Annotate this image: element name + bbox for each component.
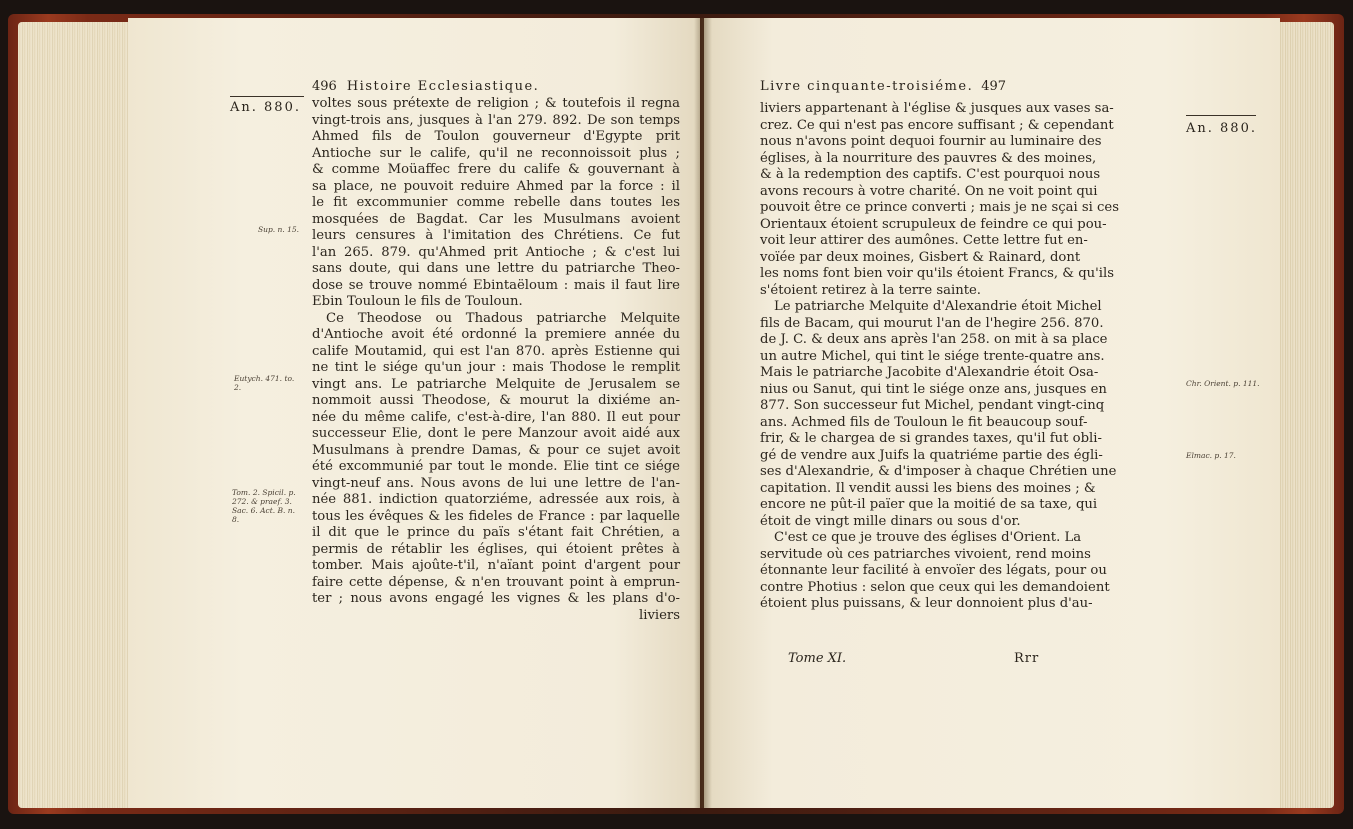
text-line: voltes sous prétexte de religion ; & toutefois il regna [312, 96, 680, 111]
text-line: contre Photius : selon que ceux qui les demandoient [760, 579, 1110, 595]
text-line: un autre Michel, qui tint le siége trente-quatre ans. [760, 348, 1105, 364]
text-line: il dit que le prince du païs s'étant fait Chrétien, a [312, 525, 680, 540]
text-line: encore ne pût-il païer que la moitié de sa taxe, qui [760, 497, 1098, 512]
text-line: nous n'avons point dequoi fournir au luminaire des [760, 134, 1102, 149]
text-line: 877. Son successeur fut Michel, pendant vingt-cinq [760, 398, 1105, 413]
left-folio: 496 [312, 79, 337, 94]
text-line: Mais le patriarche Jacobite d'Alexandrie étoit Osa- [760, 365, 1099, 380]
text-line: vingt-neuf ans. Nous avons de lui une lettre de l'an- [312, 475, 680, 491]
left-running-header [312, 79, 539, 94]
text-line: les noms font bien voir qu'ils étoient Francs, & qu'ils [760, 266, 1114, 281]
text-line: crez. Ce qui n'est pas encore suffisant ; & cependant [760, 117, 1114, 133]
text-line: sa place, ne pouvoit reduire Ahmed par la force : il [312, 178, 680, 194]
text-line: avons recours à votre charité. On ne voit point qui [760, 183, 1098, 199]
text-line: gé de vendre aux Juifs la quatriéme partie des égli- [760, 447, 1103, 463]
text-line: voïée par deux moines, Gisbert & Rainard, dont [760, 249, 1081, 265]
text-line: liviers appartenant à l'église & jusques aux vases sa- [760, 101, 1114, 116]
text-line: vingt-trois ans, jusques à l'an 279. 892. De son temps [312, 112, 680, 128]
page-edges-left [18, 22, 136, 808]
text-line: tomber. Mais ajoûte-t'il, n'aïant point d'argent pour [312, 558, 680, 573]
right-margin-date: An. 880. [1186, 121, 1257, 136]
right-margin-note: Chr. Orient. p. 111. [1186, 379, 1260, 388]
right-margin-rule [1186, 115, 1256, 116]
right-folio: 497 [981, 79, 1007, 94]
text-line: ses d'Alexandrie, & d'imposer à chaque Chrétien une [760, 464, 1117, 479]
text-line: & comme Moüaffec frere du calife & gouvernant à [312, 162, 680, 177]
text-line: le fit excommunier comme rebelle dans toutes les [312, 195, 680, 210]
text-line: mosquées de Bagdat. Car les Musulmans avoient [312, 211, 680, 227]
text-line: & à la redemption des captifs. C'est pourquoi nous [760, 167, 1101, 182]
text-line: fils de Bacam, qui mourut l'an de l'hegire 256. 870. [760, 315, 1104, 331]
text-line: C'est ce que je trouve des églises d'Orient. La [774, 530, 1082, 545]
right-footer [788, 651, 846, 666]
text-line: dose se trouve nommé Ebintaëloum : mais il faut lire [312, 277, 680, 293]
volume-label: Tome XI. [788, 651, 847, 666]
right-running-title: Livre cinquante-troisiéme. [760, 79, 974, 94]
text-line: Le patriarche Melquite d'Alexandrie étoit Michel [774, 299, 1102, 314]
text-line: été excommunié par tout le monde. Elie tint ce siége [312, 459, 680, 474]
text-line: étoient plus puissans, & leur donnoient plus d'au- [760, 596, 1093, 611]
text-line: nius ou Sanut, qui tint le siége onze ans, jusques en [760, 381, 1107, 397]
text-line: Musulmans à prendre Damas, & pour ce sujet avoit [312, 442, 680, 458]
left-margin-rule [230, 96, 304, 97]
left-margin-note: Eutych. 471. to. 2. [234, 374, 295, 392]
left-margin-note: Tom. 2. Spicil. p. 272. & praef. 3. Sac. 6. Act. B. n. 8. [232, 488, 296, 524]
text-line: faire cette dépense, & n'en trouvant point à emprun- [312, 574, 680, 590]
text-line: calife Moutamid, qui est l'an 870. après Estienne qui [312, 343, 680, 359]
text-line: d'Antioche avoit été ordonné la premiere année du [312, 327, 680, 342]
text-line: vingt ans. Le patriarche Melquite de Jerusalem se [312, 376, 680, 392]
text-line: voit leur attirer des aumônes. Cette lettre fut en- [760, 233, 1088, 248]
text-line: s'étoient retirez à la terre sainte. [760, 282, 981, 298]
left-margin-date: An. 880. [230, 100, 301, 115]
text-line: capitation. Il vendit aussi les biens des moines ; & [760, 480, 1096, 496]
signature-mark: Rrr [1014, 651, 1040, 666]
text-line: successeur Elie, dont le pere Manzour avoit aidé aux [312, 426, 680, 441]
left-body-text [312, 96, 680, 624]
text-line: née du même calife, c'est-à-dire, l'an 880. Il eut pour [312, 409, 680, 425]
text-line: tous les évêques & les fideles de France : par laquelle [312, 508, 680, 524]
text-line: permis de rétablir les églises, qui étoient prêtes à [312, 541, 680, 557]
text-line: pouvoit être ce prince converti ; mais je ne sçai si ces [760, 200, 1119, 215]
text-line: étoit de vingt mille dinars ou sous d'or. [760, 513, 1021, 529]
text-line: ne tint le siége qu'un jour : mais Thodose le remplit [312, 360, 680, 375]
left-running-title: Histoire Ecclesiastique. [346, 79, 540, 94]
book-gutter [694, 18, 712, 808]
text-line: frir, & le chargea de si grandes taxes, qu'il fut obli- [760, 431, 1102, 446]
text-line: églises, à la nourriture des pauvres & des moines, [760, 150, 1097, 166]
text-line: de J. C. & deux ans après l'an 258. on mit à sa place [760, 332, 1108, 347]
right-running-header [760, 79, 1006, 94]
text-line: étonnante leur facilité à envoïer des légats, pour ou [760, 563, 1107, 578]
text-line: l'an 265. 879. qu'Ahmed prit Antioche ; & c'est lui [312, 244, 680, 260]
text-line: nommoit aussi Theodose, & mourut la dixiéme an- [312, 393, 680, 408]
right-margin-note: Elmac. p. 17. [1186, 451, 1236, 460]
text-line: ans. Achmed fils de Touloun le fit beaucoup souf- [760, 414, 1088, 430]
text-line: Ahmed fils de Toulon gouverneur d'Egypte prit [312, 129, 680, 144]
text-line: sans doute, qui dans une lettre du patriarche Theo- [312, 261, 680, 276]
text-line: Antioche sur le calife, qu'il ne reconnoissoit plus ; [312, 145, 680, 161]
text-line: servitude où ces patriarches vivoient, rend moins [760, 546, 1091, 562]
text-line: Ebin Touloun le fils de Touloun. [312, 294, 523, 309]
text-line: Ce Theodose ou Thadous patriarche Melquite [326, 310, 680, 326]
text-line: leurs censures à l'imitation des Chrétiens. Ce fut [312, 228, 680, 243]
right-body-text [760, 101, 1119, 613]
text-line: ter ; nous avons engagé les vignes & les plans d'o- [312, 591, 680, 606]
catchword: liviers [639, 607, 680, 623]
page-edges-right [1276, 22, 1334, 808]
text-line: Orientaux étoient scrupuleux de feindre ce qui pou- [760, 216, 1107, 232]
text-line: née 881. indiction quatorziéme, adressée aux rois, à [312, 492, 680, 507]
left-margin-note: Sup. n. 15. [258, 225, 300, 234]
